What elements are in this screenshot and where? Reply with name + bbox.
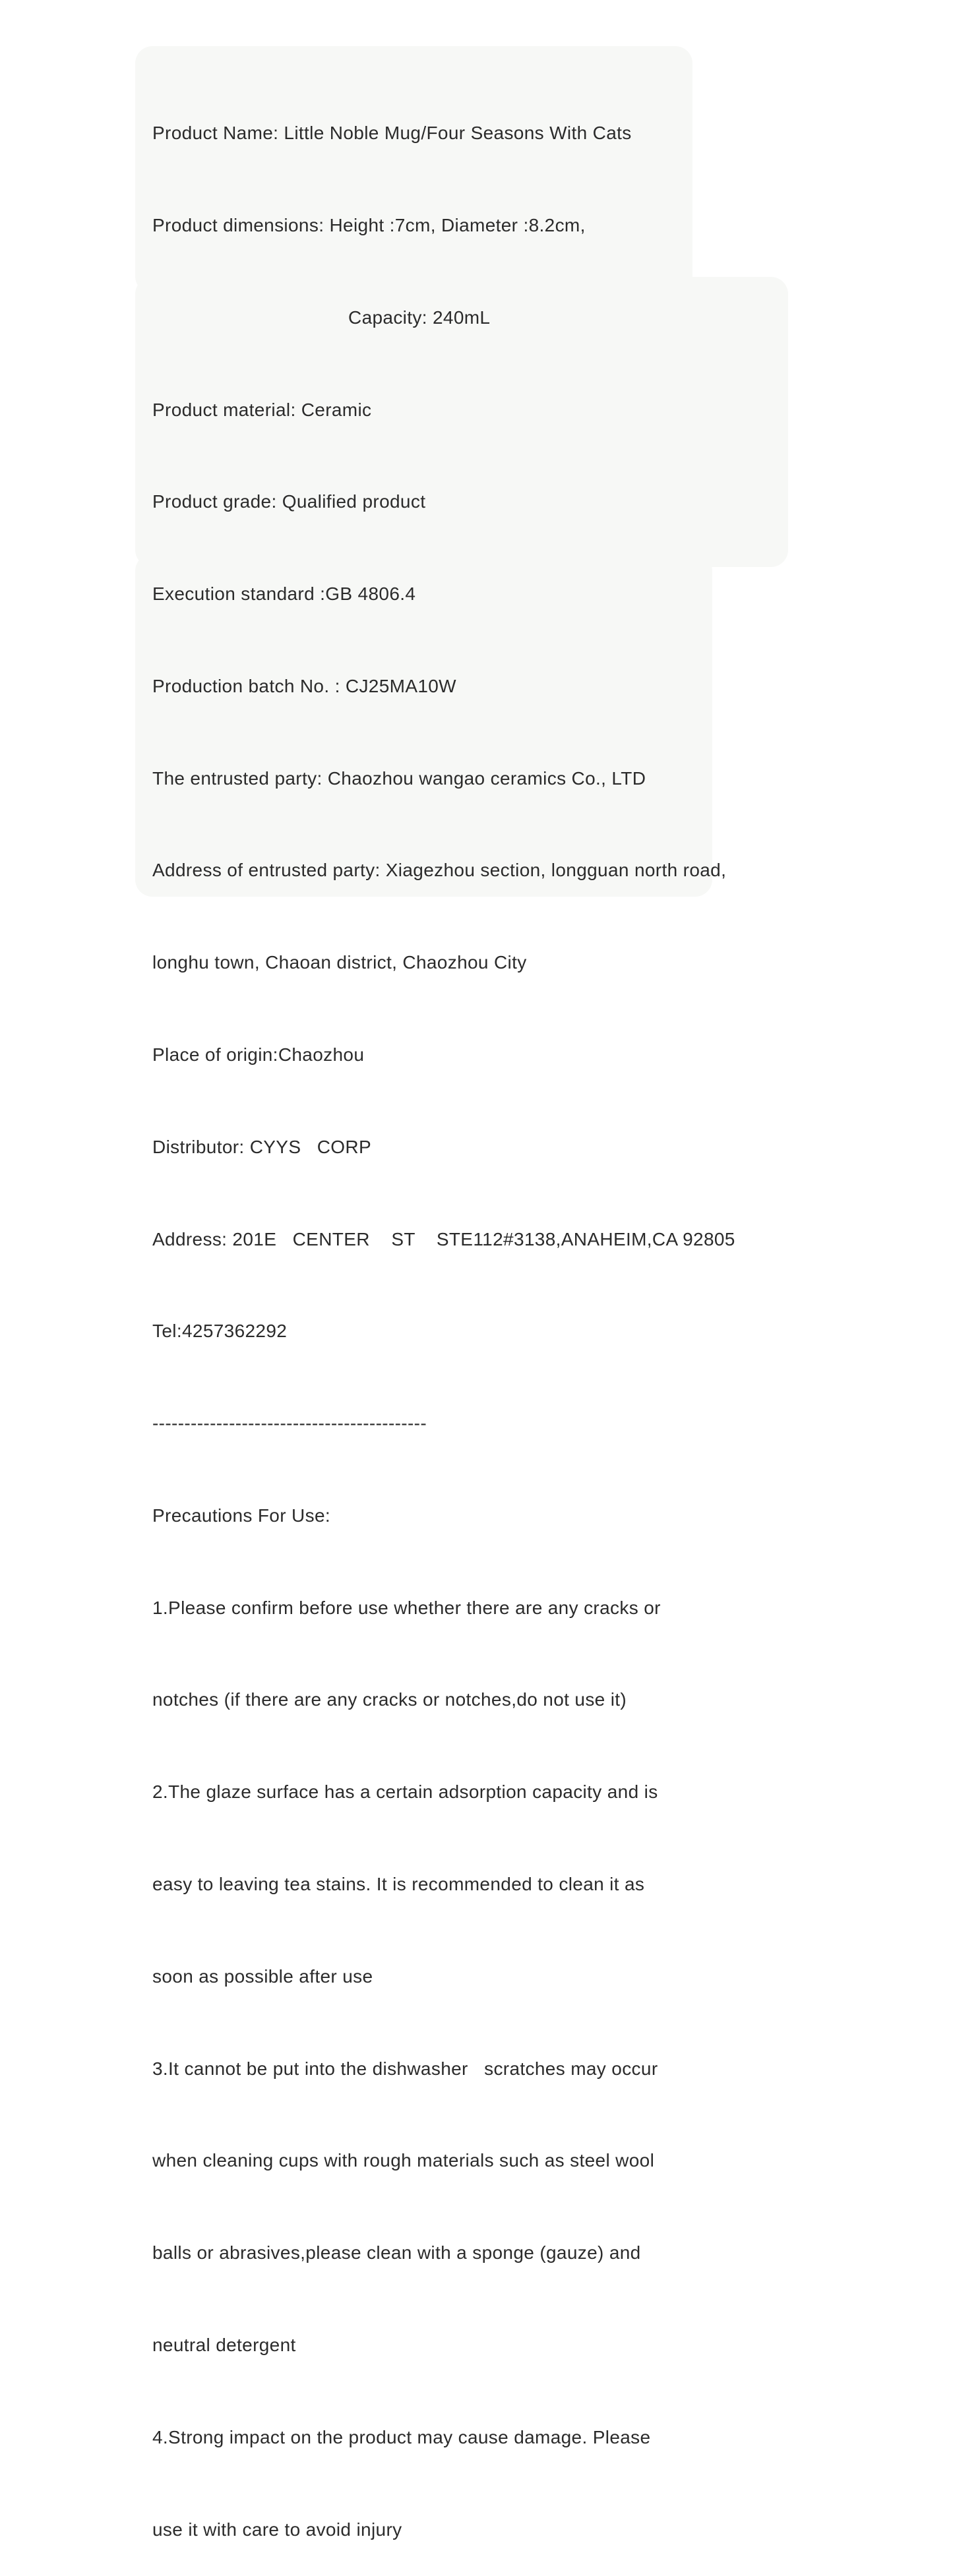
product-capacity: Capacity: 240mL bbox=[348, 307, 491, 328]
execution-standard: Execution standard :GB 4806.4 bbox=[152, 584, 416, 605]
distributor-address: Address: 201E CENTER ST STE112#3138,ANAHEIM,CA 92805 bbox=[152, 1228, 735, 1249]
precautions-title: Precautions For Use: bbox=[152, 1505, 330, 1526]
product-material: Product material: Ceramic bbox=[152, 399, 372, 420]
precaution-line: 3.It cannot be put into the dishwasher scratches may occur bbox=[152, 2058, 658, 2079]
entrusted-address: Address of entrusted party: Xiagezhou section, longguan north road, bbox=[152, 860, 727, 881]
precaution-line: balls or abrasives,please clean with a sponge (gauze) and bbox=[152, 2242, 641, 2263]
precaution-line: 2.The glaze surface has a certain adsorption capacity and is bbox=[152, 1782, 658, 1803]
product-name: Product Name: Little Noble Mug/Four Seasons With Cats bbox=[152, 123, 632, 144]
precaution-line: neutral detergent bbox=[152, 2334, 296, 2355]
product-dimensions: Product dimensions: Height :7cm, Diameter :8.2cm, bbox=[152, 214, 586, 235]
product-grade: Product grade: Qualified product bbox=[152, 491, 426, 512]
precaution-line: 4.Strong impact on the product may cause damage. Please bbox=[152, 2426, 651, 2447]
precaution-line: notches (if there are any cracks or notches,do not use it) bbox=[152, 1689, 627, 1710]
entrusted-address-continued: longhu town, Chaoan district, Chaozhou City bbox=[152, 952, 527, 973]
precaution-line: when cleaning cups with rough materials such as steel wool bbox=[152, 2150, 655, 2171]
production-batch: Production batch No. : CJ25MA10W bbox=[152, 675, 456, 696]
product-label bbox=[152, 57, 812, 2576]
precaution-line: soon as possible after use bbox=[152, 1965, 373, 1987]
precaution-line: use it with care to avoid injury bbox=[152, 2519, 402, 2540]
telephone: Tel:4257362292 bbox=[152, 1321, 288, 1342]
precaution-line: easy to leaving tea stains. It is recommended to clean it as bbox=[152, 1874, 645, 1895]
divider: ------------------------------------------- bbox=[152, 1413, 427, 1434]
entrusted-party: The entrusted party: Chaozhou wangao ceramics Co., LTD bbox=[152, 767, 646, 789]
place-of-origin: Place of origin:Chaozhou bbox=[152, 1044, 365, 1065]
precaution-line: 1.Please confirm before use whether there are any cracks or bbox=[152, 1597, 661, 1618]
distributor: Distributor: CYYS CORP bbox=[152, 1136, 372, 1157]
